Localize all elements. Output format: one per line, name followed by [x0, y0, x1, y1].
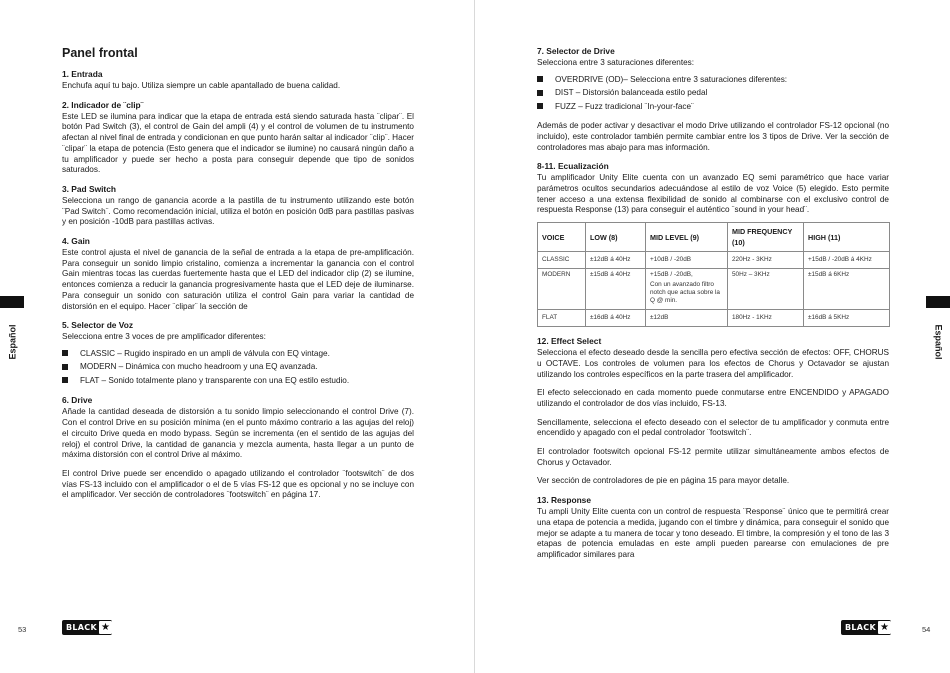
- left-column: [62, 46, 414, 509]
- table-cell: ±16dB á 40Hz: [586, 310, 646, 327]
- table-cell: ±15dB á 40Hz: [586, 269, 646, 310]
- section-ecualizacion: [537, 161, 889, 327]
- voice-list: [62, 347, 414, 388]
- section-heading: 13. Response: [537, 495, 591, 506]
- page-title: Panel frontal: [62, 46, 138, 60]
- section-heading: 3. Pad Switch: [62, 183, 116, 194]
- tab-bar: [926, 296, 950, 308]
- table-header-row: [538, 223, 890, 252]
- bullet-square-icon: [537, 90, 543, 96]
- cell-value: +15dB / -20dB,: [650, 271, 693, 279]
- section-text: Selecciona un rango de ganancia acorde a la pastilla de tu instrumento utilizando este botón ¨Pad Switch¨. Como recomendación inicial, utiliza el botón en posición 0dB para pastillas pasivas y en posición -10dB para pastillas activas.: [62, 195, 414, 227]
- bullet-square-icon: [537, 103, 543, 109]
- table-cell: ±15dB á 6KHz: [804, 269, 890, 310]
- bullet-square-icon: [62, 377, 68, 383]
- section-text: Enchufa aquí tu bajo. Utiliza siempre un cable apantallado de buena calidad.: [62, 81, 341, 90]
- brand-logo: [841, 620, 891, 635]
- section-text: Añade la cantidad deseada de distorsión a tu sonido limpio seleccionando el control Drive (7). Con el control Drive en su posición mínima (en el punto máximo contrario a las agujas del reloj) el circuito Drive queda en modo bypass. Según se incrementa (en el sentido de las agujas del reloj) el control Drive, la cantidad de ganancia y mezcla aumenta, hasta llegar a un punto de máxima distorsión con el control Drive al máximo.: [62, 407, 414, 460]
- list-item: MODERN – Dinámica con mucho headroom y una EQ avanzada.: [62, 360, 414, 374]
- section-entrada: [62, 69, 414, 92]
- section-heading: 1. Entrada: [62, 69, 103, 79]
- star-icon: ★: [878, 621, 891, 634]
- table-cell: CLASSIC: [538, 252, 586, 269]
- table-cell: 220Hz - 3KHz: [728, 252, 804, 269]
- language-tab-right: [926, 296, 950, 376]
- column-header: LOW (8): [586, 223, 646, 252]
- section-text: Tu ampli Unity Elite cuenta con un control de respuesta ¨Response¨ único que te permitirá crear una etapa de potencia a medida, jugando con el timbre y dinámica, para conseguir el sonido que mejor se adapte a tu manera de tocar y tono deseado. El timbre, la compresión y el tono de las 3 etapas de potencia emuladas en este ampli pueden parearse con emulaciones de pre amplificador similares para: [537, 507, 889, 559]
- tab-label: Español: [7, 324, 18, 360]
- section-pad-switch: [62, 184, 414, 228]
- section-heading: 7. Selector de Drive: [537, 46, 615, 56]
- section-heading: 4. Gain: [62, 236, 90, 247]
- list-item: FLAT – Sonido totalmente plano y transparente con una EQ estilo estudio.: [62, 374, 414, 388]
- bullet-square-icon: [62, 350, 68, 356]
- section-text: Ver sección de controladores de pie en página 15 para mayor detalle.: [537, 476, 790, 486]
- table-cell: 50Hz – 3KHz: [728, 269, 804, 310]
- table-cell: ±12dB á 40Hz: [586, 252, 646, 269]
- cell-note: Con un avanzado filtro notch que actua sobre la Q @ min.: [650, 281, 720, 305]
- column-header: MID FREQUENCY (10): [728, 223, 804, 252]
- section-text: Este LED se ilumina para indicar que la etapa de entrada está siendo saturada hasta ¨clipar¨. El botón Pad Switch (3), el control de Gain del ampli (4) y el control de volumen de tu instrumento afectan al nivel final de entrada y condicionan en que punto harán saltar al indicador ¨clip¨. Hacer ¨clipar¨ la etapa de potencia (Esto genera que el indicador se ilumine) no causará ningún daño a tu amplificador y puede ser hecho a posta para conseguir depende que tipo de sonidos saturados.: [62, 111, 414, 175]
- section-heading: 6. Drive: [62, 395, 93, 406]
- section-selector-drive: [537, 46, 889, 153]
- bullet-square-icon: [537, 76, 543, 82]
- right-column: [537, 46, 889, 569]
- column-header: VOICE: [538, 223, 586, 252]
- bullet-square-icon: [62, 364, 68, 370]
- right-page: [475, 0, 950, 673]
- language-tab-left: [0, 296, 24, 376]
- page-number: 54: [922, 625, 931, 634]
- section-effect-select: [537, 336, 889, 487]
- section-drive: [62, 395, 414, 501]
- section-text: El efecto seleccionado en cada momento puede conmutarse entre ENCENDIDO y APAGADO utilizando el controlador de dos vías incluido, FS-13.: [537, 388, 889, 408]
- section-text: Tu amplificador Unity Elite cuenta con un avanzado EQ semi paramétrico que hace variar parámetros ocultos secundarios adecuándose al estilo de voz Voice (5) elegido. Esto permite tener acceso a una extensa flexibilidad de sonido al combinarse con el exclusivo control de respuesta Response (13) para conseguir el auténtico ¨sound in your head¨.: [537, 173, 889, 215]
- section-heading: 8-11. Ecualización: [537, 161, 609, 172]
- table-cell: +15dB / -20dB á 4KHz: [804, 252, 890, 269]
- table-row: [538, 310, 890, 327]
- tab-bar: [0, 296, 24, 308]
- section-text: Selecciona el efecto deseado desde la sencilla pero efectiva sección de efectos: OFF, CHORUS u OCTAVE. Los controles de volumen para los efectos de Chorus y Octavador se ajustan utilizando los controles específicos en la parte trasera del amplificador.: [537, 348, 889, 379]
- section-text: El controlador footswitch opcional FS-12 permite utilizar simultáneamente ambos efectos de Chorus y Octavador.: [537, 447, 889, 467]
- section-indicador-clip: [62, 100, 414, 176]
- page-number: 53: [18, 625, 27, 634]
- section-text: Selecciona entre 3 voces de pre amplificador diferentes:: [62, 332, 266, 342]
- section-text: Selecciona entre 3 saturaciones diferentes:: [537, 58, 695, 67]
- star-icon: ★: [99, 621, 112, 634]
- list-item: OVERDRIVE (OD)– Selecciona entre 3 saturaciones diferentes:: [537, 73, 889, 87]
- tab-label: Español: [933, 324, 944, 360]
- logo-text: BLACK: [845, 623, 876, 632]
- section-response: [537, 495, 889, 561]
- list-item: CLASSIC – Rugido inspirado en un ampli de válvula con EQ vintage.: [62, 347, 414, 361]
- section-text: Sencillamente, selecciona el efecto deseado con el selector de tu amplificador y conmuta entre encendido y apagado con el pedal controlador ¨footswitch¨.: [537, 417, 889, 438]
- eq-table: [537, 222, 890, 327]
- section-heading: 5. Selector de Voz: [62, 320, 134, 331]
- list-item: FUZZ – Fuzz tradicional ¨In-your-face¨: [537, 100, 889, 114]
- column-header: HIGH (11): [804, 223, 890, 252]
- section-selector-voz: [62, 320, 414, 387]
- drive-list: [537, 73, 889, 114]
- brand-logo: [62, 620, 112, 635]
- list-item: DIST – Distorsión balanceada estilo pedal: [537, 86, 889, 100]
- column-header: MID LEVEL (9): [646, 223, 728, 252]
- section-text: Además de poder activar y desactivar el modo Drive utilizando el controlador FS-12 opcional (no incluido), este controlador también permite cambiar entre los 3 tipos de Drive. Ver la sección de controladores mas abajo para mas información.: [537, 121, 889, 152]
- table-cell: FLAT: [538, 310, 586, 327]
- table-cell: 180Hz - 1KHz: [728, 310, 804, 327]
- section-text: El control Drive puede ser encendido o apagado utilizando el controlador ¨footswitch¨ de dos vías FS-13 incluido con el amplificador o el de 5 vías FS-12 que es opcional y no se incluye con el amplificador. Ver sección de controladores ¨footswitch¨ en página 17.: [62, 468, 414, 500]
- table-cell: MODERN: [538, 269, 586, 310]
- table-cell: +10dB / -20dB: [646, 252, 728, 269]
- table-cell: ±12dB: [646, 310, 728, 327]
- table-cell: [646, 269, 728, 310]
- section-heading: 12. Effect Select: [537, 336, 602, 347]
- section-text: Este control ajusta el nivel de ganancia de la señal de entrada a la etapa de pre-amplificación. Para conseguir un sonido limpio cristalino, comienza a incrementar la ganancia con el control Gain mientras tocas las cuerdas fuertemente hasta que el LED del indicador clip (2) se ilumine, entonces comienza a reducir la ganancia progresivamente hasta que el LED deje de iluminarse. Para conseguir un sonido con saturación utiliza el control Gain para variar la cantidad de distorsión en el equipo. Hacer ¨clipar¨ la sección de: [62, 248, 414, 311]
- table-row: [538, 252, 890, 269]
- logo-text: BLACK: [66, 623, 97, 632]
- table-row: [538, 269, 890, 310]
- section-gain: [62, 236, 414, 312]
- section-heading: 2. Indicador de ¨clip¨: [62, 99, 144, 110]
- table-cell: ±16dB á 5KHz: [804, 310, 890, 327]
